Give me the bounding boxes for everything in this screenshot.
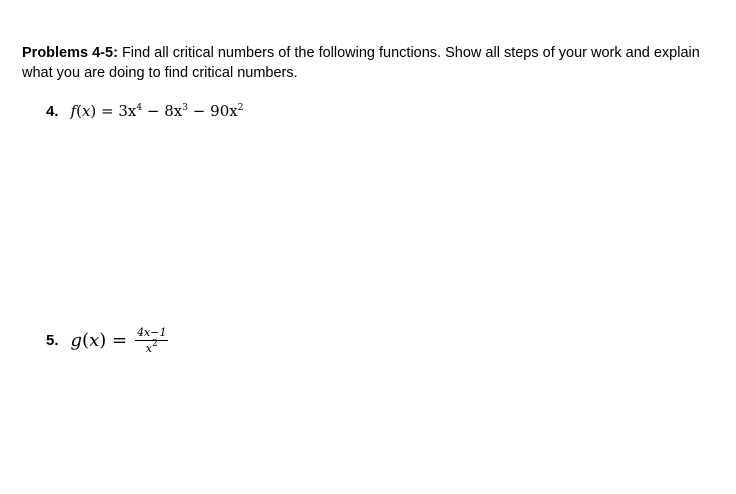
problem-number: 5. <box>46 332 59 349</box>
problem-5-lhs: g(x) = <box>70 330 128 351</box>
function-name: g <box>70 330 83 351</box>
function-name: f <box>70 102 77 120</box>
operator: − <box>146 102 160 120</box>
problem-number: 4. <box>46 102 59 120</box>
instructions <box>22 43 722 83</box>
problem-4-equation: $f(x) = 3x^4 - 8x^3 - 90x^2$ <box>70 102 244 120</box>
fraction-denominator: $x^2$ <box>145 339 158 355</box>
instructions-lead: Problems 4-5: <box>22 45 118 61</box>
instructions-text: Find all critical numbers of the following functions. Show all steps of your work and explain what you are doing to find critical numbers. <box>22 45 700 81</box>
problem-4 <box>46 102 243 120</box>
term: $8x^3$ <box>164 102 189 120</box>
problem-5 <box>46 326 168 355</box>
term: $90x^2$ <box>210 102 244 120</box>
function-variable: x <box>89 330 100 351</box>
fraction <box>135 326 168 355</box>
operator: − <box>192 102 206 120</box>
term: $3x^4$ <box>118 102 143 120</box>
function-variable: x <box>81 102 91 120</box>
fraction-numerator: 4x−1 <box>137 326 167 339</box>
